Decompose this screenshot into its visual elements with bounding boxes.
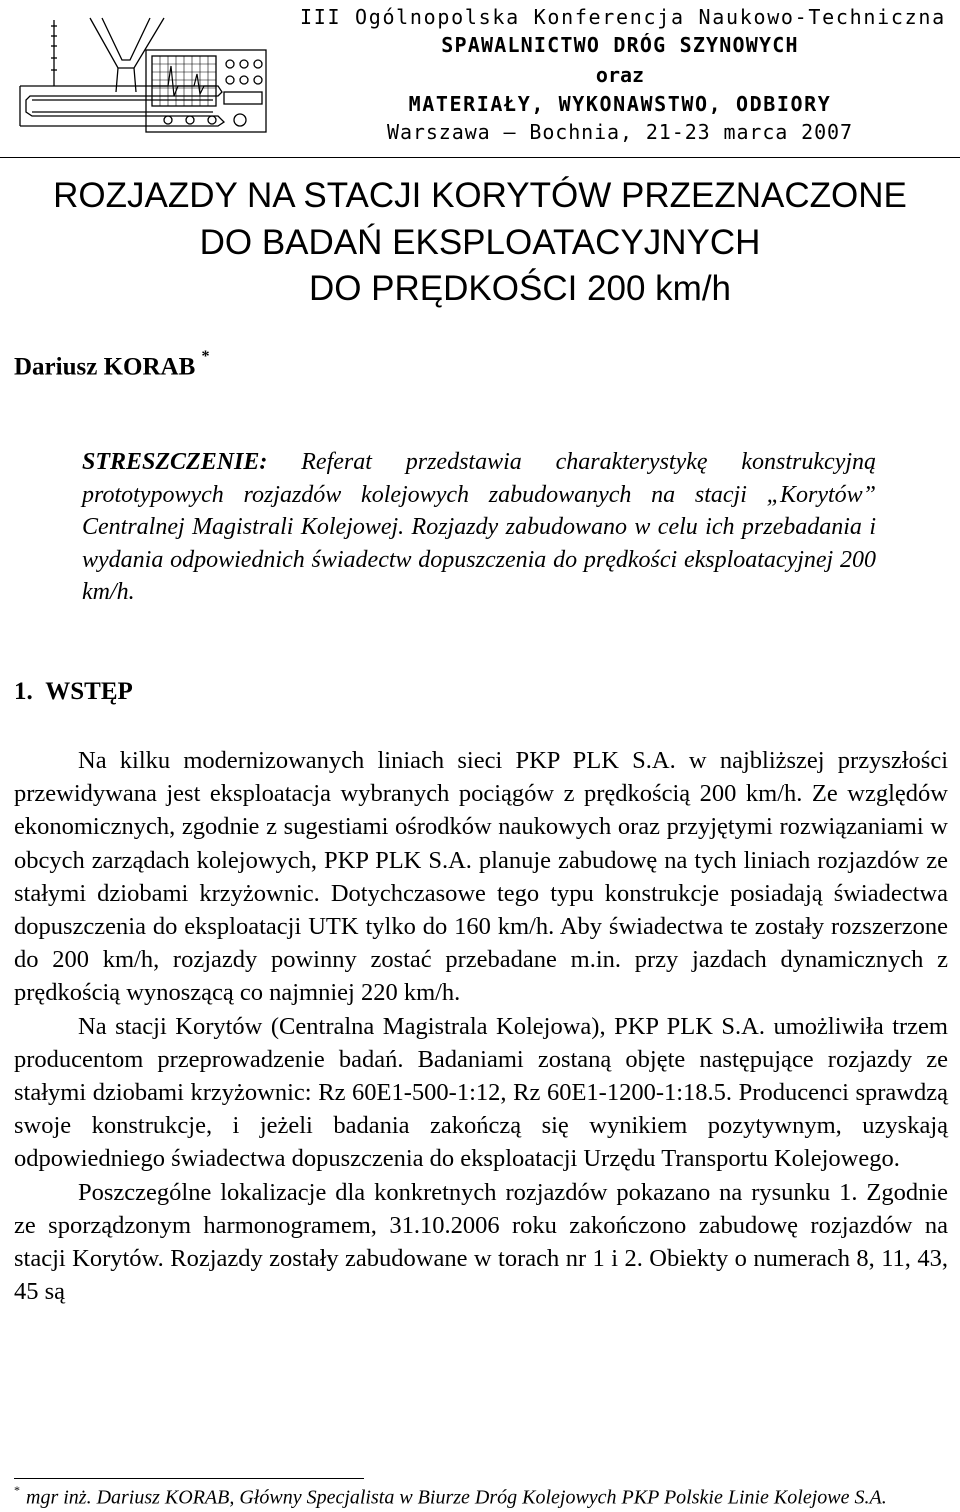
footnote	[14, 1481, 944, 1510]
conference-name: III Ogólnopolska Konferencja Naukowo-Techniczna	[300, 5, 946, 29]
paper-title-line-1: ROZJAZDY NA STACJI KORYTÓW PRZEZNACZONE	[53, 176, 907, 215]
body-paragraph-3: Poszczególne lokalizacje dla konkretnych rozjazdów pokazano na rysunku 1. Zgodnie ze sporządzonym harmonogramem, 31.10.2006 roku zakończono zabudowę rozjazdów na stacji Korytów. Rozjazdy zostały zabudowane w torach nr 1 i 2. Obiekty o numerach 8, 11, 43, 45 są	[14, 1178, 948, 1306]
abstract	[82, 446, 876, 609]
footnote-mark: *	[14, 1483, 20, 1497]
body-paragraph-1: Na kilku modernizowanych liniach sieci PKP PLK S.A. w najbliższej przyszłości przewidywana jest eksploatacja wybranych pociągów z prędkością 200 km/h. Ze względów ekonomicznych, zgodnie z sugestiami ośrodków naukowych oraz przyjętymi rozwiązaniami w obcych zarządach kolejowych, PKP PLK S.A. planuje zabudowę na tych liniach rozjazdów ze stałymi dziobami krzyżownic. Dotychczasowe tego typu konstrukcje posiadają świadectwa dopuszczenia do eksploatacji UTK tylko do 160 km/h. Aby świadectwa te zostały rozszerzone do 200 km/h, rozjazdy powinny zostać przebadane m.in. przy jazdach dynamicznych z prędkością wynoszącą co najmniej 220 km/h.	[14, 747, 948, 1007]
body-paragraph-2: Na stacji Korytów (Centralna Magistrala Kolejowa), PKP PLK S.A. umożliwiła trzem producentom przeprowadzenie badań. Badaniami zostaną objęte następujące rozjazdy ze stałymi dziobami krzyżownic: Rz 60E1-500-1:12, Rz 60E1-1200-1:18.5. Producenci sprawdzą swoje konstrukcje, i jeżeli badania zakończą się wynikiem pozytywnym, uzyskają odpowiedniego świadectwa dopuszczenia do eksploatacji Urzędu Transportu Kolejowego.	[14, 1012, 948, 1173]
author-footnote-mark: *	[201, 348, 210, 365]
abstract-text: Referat przedstawia charakterystykę konstrukcyjną prototypowych rozjazdów kolejowych zabudowanych na stacji „Korytów” Centralnej Magistrali Kolejowej. Rozjazdy zabudowano w celu ich przebadania i wydania odpowiednich świadectw dopuszczenia do prędkości eksploatacyjnej 200 km/h.	[82, 449, 877, 605]
conference-conjunction: oraz	[595, 63, 645, 87]
section-heading: 1. WSTĘP	[14, 678, 133, 705]
paper-title-line-2: DO BADAŃ EKSPLOATACYJNYCH	[199, 223, 761, 262]
conference-place-date: Warszawa – Bochnia, 21-23 marca 2007	[387, 120, 853, 144]
conference-topic: SPAWALNICTWO DRÓG SZYNOWYCH	[441, 33, 799, 57]
footnote-rule	[14, 1478, 364, 1479]
conference-logo	[18, 16, 290, 134]
body-text	[14, 744, 948, 1308]
conference-subtopic: MATERIAŁY, WYKONAWSTWO, ODBIORY	[408, 92, 832, 116]
author	[14, 345, 210, 383]
abstract-label: STRESZCZENIE:	[82, 449, 268, 475]
footnote-text: mgr inż. Dariusz KORAB, Główny Specjalista w Biurze Dróg Kolejowych PKP Polskie Linie Kolejowe S.A.	[26, 1486, 887, 1509]
paper-title-line-3: DO PRĘDKOŚCI 200 km/h	[308, 269, 732, 308]
header-rule	[0, 157, 960, 158]
author-name: Dariusz KORAB	[14, 353, 196, 381]
